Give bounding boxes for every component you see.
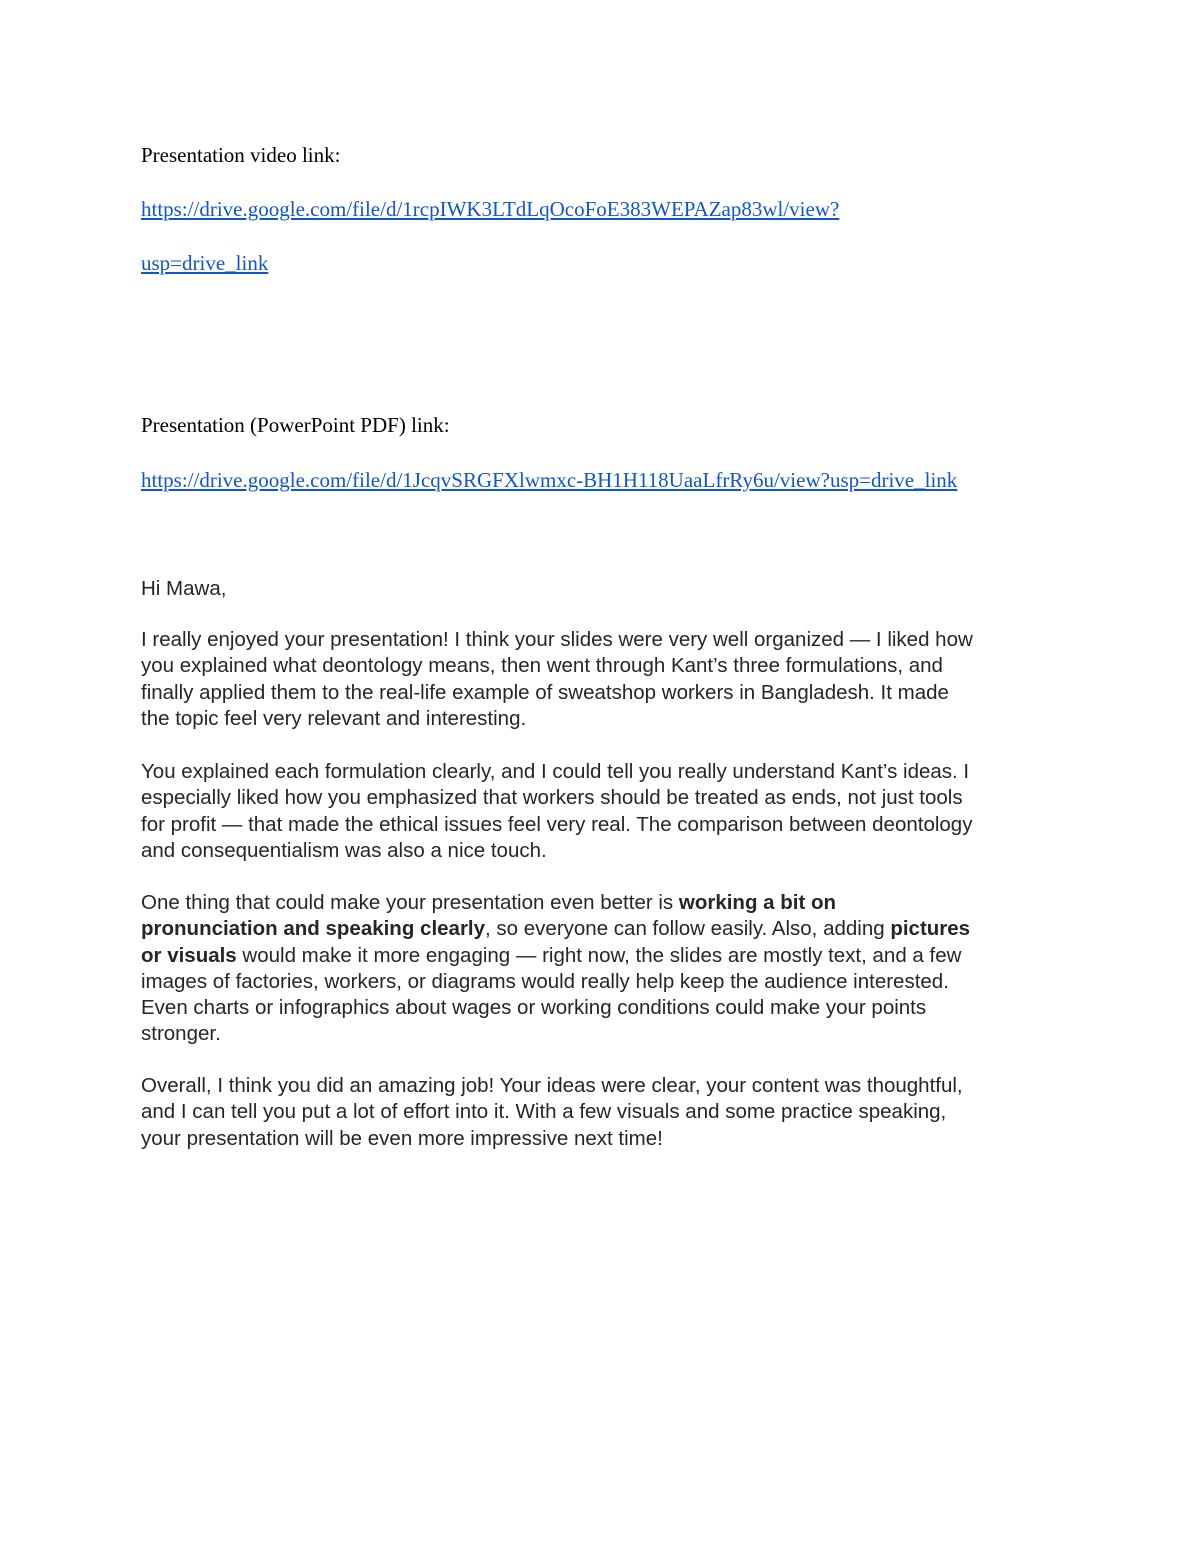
paragraph-2-line: You explained each formulation clearly, and I could tell you really understand Kant’s ideas. I xyxy=(141,760,970,783)
paragraph-2-line: especially liked how you emphasized that workers should be treated as ends, not just tools xyxy=(141,786,963,810)
letter-paragraph-1 xyxy=(141,627,1071,732)
paragraph-1-line: you explained what deontology means, then went through Kant’s three formulations, and xyxy=(141,654,943,678)
paragraph-1-line: the topic feel very relevant and interesting. xyxy=(141,706,527,730)
paragraph-2-line: and consequentialism was also a nice touch. xyxy=(141,838,547,862)
paragraph-3-line: stronger. xyxy=(141,1022,221,1046)
video-link-label: Presentation video link: xyxy=(141,143,341,167)
paragraph-3-line: One thing that could make your presentation even better is working a bit on xyxy=(141,891,837,914)
paragraph-3-line: images of factories, workers, or diagrams would really help keep the audience interested. xyxy=(141,969,949,993)
emphasis-visuals: or visuals xyxy=(141,943,237,967)
paragraph-3-line: or visuals would make it more engaging — right now, the slides are mostly text, and a few xyxy=(141,943,962,967)
paragraph-3-line: Even charts or infographics about wages or working conditions could make your points xyxy=(141,996,927,1020)
pdf-link-label: Presentation (PowerPoint PDF) link: xyxy=(141,413,450,437)
video-link-url-line2[interactable]: usp=drive_link xyxy=(141,251,269,275)
paragraph-4-line: and I can tell you put a lot of effort into it. With a few visuals and some practice speaking, xyxy=(141,1100,947,1124)
paragraph-2-line: for profit — that made the ethical issues feel very real. The comparison between deontology xyxy=(141,812,973,836)
paragraph-3-line: pronunciation and speaking clearly, so everyone can follow easily. Also, adding pictures xyxy=(141,917,971,941)
video-link-url-line1[interactable]: https://drive.google.com/file/d/1rcpIWK3LTdLqOcoFoE383WEPAZap83wl/view? xyxy=(141,197,840,221)
paragraph-1-line: finally applied them to the real-life example of sweatshop workers in Bangladesh. It made xyxy=(141,680,949,704)
paragraph-1-line: I really enjoyed your presentation! I think your slides were very well organized — I liked how xyxy=(141,628,973,651)
letter-paragraph-2 xyxy=(141,759,1071,864)
pdf-link-url[interactable]: https://drive.google.com/file/d/1JcqvSRGFXlwmxc-BH1H118UaaLfrRy6u/view?usp=drive_link xyxy=(141,468,958,492)
emphasis-pronunciation: working a bit on xyxy=(678,891,837,914)
paragraph-4-line: Overall, I think you did an amazing job! Your ideas were clear, your content was thoughtful, xyxy=(141,1074,963,1097)
letter-paragraph-3 xyxy=(141,890,1071,1048)
paragraph-4-line: your presentation will be even more impressive next time! xyxy=(141,1126,663,1150)
letter-paragraph-4 xyxy=(141,1073,1071,1152)
emphasis-pictures: pictures xyxy=(890,917,971,941)
emphasis-pronunciation-cont: pronunciation and speaking clearly xyxy=(141,917,486,941)
letter-greeting: Hi Mawa, xyxy=(141,577,227,600)
